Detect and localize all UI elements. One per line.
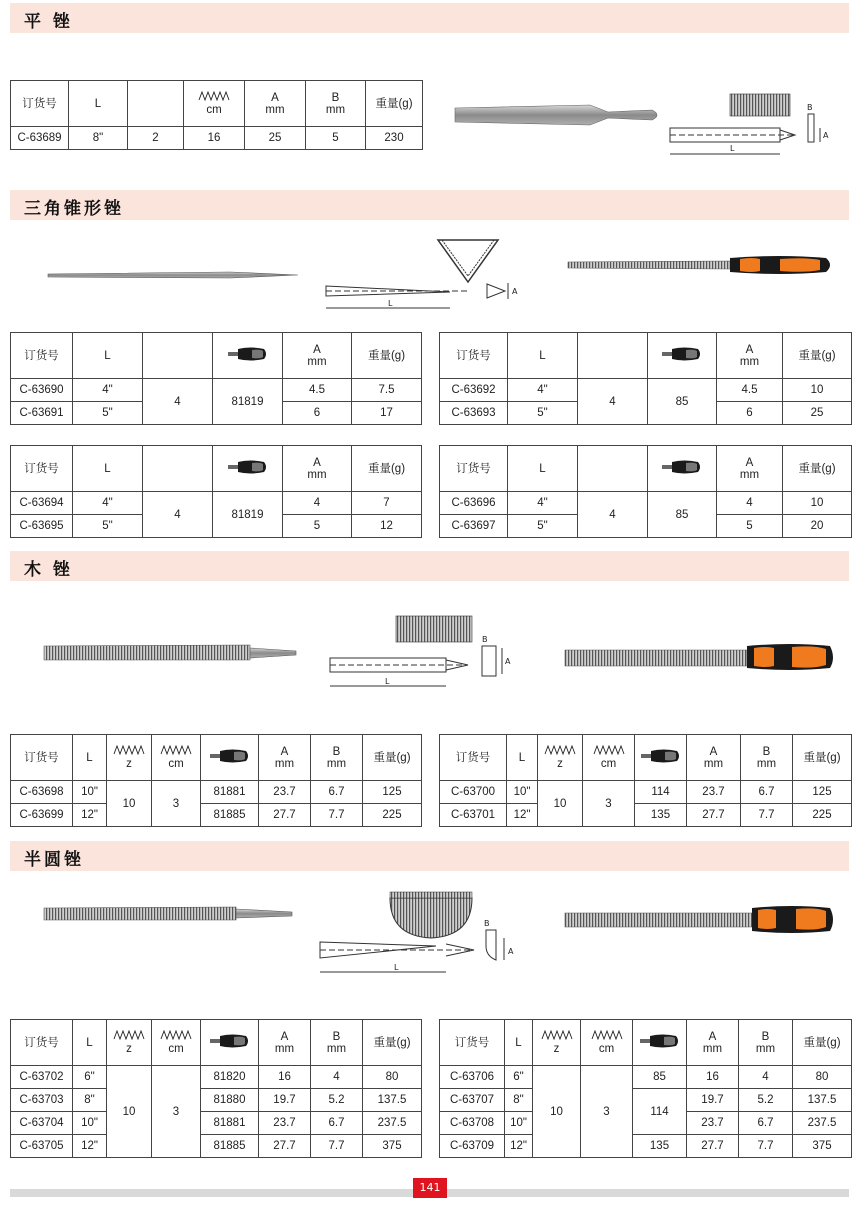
cell-weight: 137.5 [793, 1089, 852, 1112]
header-cut [143, 333, 213, 379]
cell-a: 27.7 [259, 804, 311, 827]
header-teeth-z: z [107, 1020, 152, 1066]
cell-weight: 17 [352, 402, 422, 425]
cell-b: 6.7 [739, 1112, 793, 1135]
header-weight: 重量(g) [366, 81, 423, 127]
header-order-number: 订货号 [11, 333, 73, 379]
header-handle [648, 333, 717, 379]
svg-text:L: L [388, 299, 393, 308]
header-teeth-z: z [107, 735, 152, 781]
table-row [440, 1135, 852, 1158]
svg-text:A: A [823, 131, 829, 140]
header-order-number: 订货号 [440, 1020, 505, 1066]
cell-length: 6" [505, 1066, 533, 1089]
page-number: 141 [413, 1178, 447, 1198]
handle-icon [640, 1033, 680, 1049]
header-b: B mm [739, 1020, 793, 1066]
header-length: L [73, 333, 143, 379]
header-length: L [73, 1020, 107, 1066]
header-weight: 重量(g) [783, 333, 852, 379]
cell-teeth-z: 10 [107, 781, 152, 827]
svg-text:A: A [505, 657, 511, 666]
header-handle [201, 1020, 259, 1066]
header-length: L [508, 446, 578, 492]
cell-order-number: C-63708 [440, 1112, 505, 1135]
cell-length: 4" [73, 379, 143, 402]
cell-handle: 135 [635, 804, 687, 827]
cell-weight: 375 [793, 1135, 852, 1158]
svg-text:L: L [385, 677, 390, 686]
cell-a: 25 [245, 127, 306, 150]
header-order-number: 订货号 [440, 446, 508, 492]
cell-weight: 125 [363, 781, 422, 804]
header-handle [213, 446, 283, 492]
cell-a: 19.7 [687, 1089, 739, 1112]
cell-handle: 81819 [213, 379, 283, 425]
handle-icon [210, 748, 250, 764]
header-handle [635, 735, 687, 781]
cell-length: 12" [73, 1135, 107, 1158]
cell-weight: 137.5 [363, 1089, 422, 1112]
cell-teeth-z: 10 [107, 1066, 152, 1158]
table-row [11, 1066, 422, 1089]
handle-icon [641, 748, 681, 764]
zigzag-teeth-icon [198, 91, 230, 101]
header-length: L [508, 333, 578, 379]
cell-order-number: C-63705 [11, 1135, 73, 1158]
cell-a: 4.5 [717, 379, 783, 402]
cell-teeth-cm: 3 [152, 781, 201, 827]
cell-length: 5" [508, 515, 578, 538]
cell-handle: 81819 [213, 492, 283, 538]
triangular-table-2 [439, 332, 852, 425]
cell-order-number: C-63701 [440, 804, 507, 827]
cell-weight: 237.5 [793, 1112, 852, 1135]
header-teeth-cm: cm [184, 81, 245, 127]
header-weight: 重量(g) [363, 735, 422, 781]
cell-a: 4 [717, 492, 783, 515]
table-row [11, 492, 422, 515]
table-row [11, 1089, 422, 1112]
header-weight: 重量(g) [363, 1020, 422, 1066]
cell-cut: 4 [578, 379, 648, 425]
cell-cut: 4 [578, 492, 648, 538]
table-row [11, 781, 422, 804]
header-teeth-cm: cm [152, 1020, 201, 1066]
header-order-number: 订货号 [11, 1020, 73, 1066]
cell-handle: 114 [633, 1089, 687, 1135]
cell-teeth-z: 10 [538, 781, 583, 827]
cell-weight: 225 [793, 804, 852, 827]
cell-length: 4" [73, 492, 143, 515]
header-order-number: 订货号 [11, 81, 69, 127]
cell-length: 10" [505, 1112, 533, 1135]
header-weight: 重量(g) [783, 446, 852, 492]
cell-handle: 85 [648, 379, 717, 425]
cell-weight: 7.5 [352, 379, 422, 402]
header-length: L [505, 1020, 533, 1066]
cell-order-number: C-63692 [440, 379, 508, 402]
svg-text:A: A [512, 287, 518, 296]
cell-b: 7.7 [741, 804, 793, 827]
header-length: L [507, 735, 538, 781]
header-handle [648, 446, 717, 492]
cell-length: 10" [507, 781, 538, 804]
header-length: L [73, 446, 143, 492]
header-cut [578, 446, 648, 492]
cell-length: 4" [508, 492, 578, 515]
header-a: A mm [283, 446, 352, 492]
header-handle [633, 1020, 687, 1066]
cell-length: 5" [73, 515, 143, 538]
cell-b: 4 [311, 1066, 363, 1089]
header-handle [213, 333, 283, 379]
cell-handle: 85 [648, 492, 717, 538]
header-cut [143, 446, 213, 492]
cell-a: 27.7 [687, 1135, 739, 1158]
triangular-file-illustration [40, 236, 850, 320]
cell-b: 6.7 [741, 781, 793, 804]
table-row [11, 1135, 422, 1158]
cell-length: 12" [507, 804, 538, 827]
triangular-table-3 [10, 445, 422, 538]
header-b: B mm [311, 1020, 363, 1066]
cell-order-number: C-63697 [440, 515, 508, 538]
header-teeth-cm: cm [583, 735, 635, 781]
header-a: A mm [259, 1020, 311, 1066]
header-length: L [73, 735, 107, 781]
table-row [440, 492, 852, 515]
cell-handle: 114 [635, 781, 687, 804]
cell-order-number: C-63709 [440, 1135, 505, 1158]
cell-order-number: C-63698 [11, 781, 73, 804]
header-teeth-z: z [533, 1020, 581, 1066]
cell-order-number: C-63689 [11, 127, 69, 150]
header-cut [128, 81, 184, 127]
cell-weight: 225 [363, 804, 422, 827]
cell-order-number: C-63696 [440, 492, 508, 515]
cell-b: 7.7 [311, 1135, 363, 1158]
header-weight: 重量(g) [793, 1020, 852, 1066]
cell-cut: 4 [143, 492, 213, 538]
cell-weight: 237.5 [363, 1112, 422, 1135]
section-title-triangular-file: 三角锥形锉 [10, 190, 849, 220]
cell-order-number: C-63706 [440, 1066, 505, 1089]
cell-order-number: C-63702 [11, 1066, 73, 1089]
cell-b: 7.7 [739, 1135, 793, 1158]
half-round-file-illustration [40, 886, 850, 982]
cell-order-number: C-63703 [11, 1089, 73, 1112]
table-row [440, 1089, 852, 1112]
svg-text:L: L [394, 963, 399, 972]
cell-length: 8" [73, 1089, 107, 1112]
cell-b: 7.7 [311, 804, 363, 827]
header-weight: 重量(g) [352, 333, 422, 379]
cell-a: 23.7 [259, 1112, 311, 1135]
cell-a: 23.7 [687, 1112, 739, 1135]
cell-order-number: C-63690 [11, 379, 73, 402]
handle-icon [228, 459, 268, 475]
cell-teeth: 16 [184, 127, 245, 150]
zigzag-teeth-icon [544, 745, 576, 755]
cell-teeth-cm: 3 [583, 781, 635, 827]
svg-text:A: A [508, 947, 514, 956]
svg-text:L: L [730, 144, 735, 153]
section-title-wood-rasp: 木 锉 [10, 551, 849, 581]
header-a: A mm [687, 735, 741, 781]
cell-a: 4.5 [283, 379, 352, 402]
cell-order-number: C-63695 [11, 515, 73, 538]
header-weight: 重量(g) [352, 446, 422, 492]
header-order-number: 订货号 [440, 735, 507, 781]
cell-order-number: C-63699 [11, 804, 73, 827]
flat-file-illustration [440, 90, 840, 170]
cell-cut: 4 [143, 379, 213, 425]
zigzag-teeth-icon [591, 1030, 623, 1040]
cell-a: 16 [259, 1066, 311, 1089]
triangular-table-4 [439, 445, 852, 538]
table-row [440, 1066, 852, 1089]
cell-teeth-z: 10 [533, 1066, 581, 1158]
cell-teeth-cm: 3 [581, 1066, 633, 1158]
cell-weight: 80 [363, 1066, 422, 1089]
svg-text:B: B [482, 635, 488, 644]
cell-weight: 20 [783, 515, 852, 538]
cell-handle: 81820 [201, 1066, 259, 1089]
cell-order-number: C-63691 [11, 402, 73, 425]
header-a: A mm [687, 1020, 739, 1066]
header-teeth-cm: cm [581, 1020, 633, 1066]
cell-handle: 85 [633, 1066, 687, 1089]
cell-order-number: C-63707 [440, 1089, 505, 1112]
header-b: B mm [741, 735, 793, 781]
cell-length: 4" [508, 379, 578, 402]
cell-b: 5.2 [311, 1089, 363, 1112]
cell-weight: 12 [352, 515, 422, 538]
table-row [11, 1112, 422, 1135]
table-row [440, 804, 852, 827]
header-b: B mm [306, 81, 366, 127]
svg-text:B: B [484, 919, 490, 928]
header-a: A mm [283, 333, 352, 379]
header-b: B mm [311, 735, 363, 781]
triangular-table-1 [10, 332, 422, 425]
flat-file-table [10, 80, 423, 150]
cell-length: 12" [505, 1135, 533, 1158]
cell-teeth-cm: 3 [152, 1066, 201, 1158]
cell-a: 5 [717, 515, 783, 538]
cell-weight: 7 [352, 492, 422, 515]
cell-length: 10" [73, 1112, 107, 1135]
header-a: A mm [245, 81, 306, 127]
cell-a: 27.7 [259, 1135, 311, 1158]
zigzag-teeth-icon [160, 745, 192, 755]
cell-weight: 125 [793, 781, 852, 804]
header-cut [578, 333, 648, 379]
cell-order-number: C-63704 [11, 1112, 73, 1135]
header-a: A mm [717, 446, 783, 492]
section-title-flat-file: 平 锉 [10, 3, 849, 33]
header-order-number: 订货号 [11, 446, 73, 492]
table-row [11, 127, 423, 150]
cell-length: 10" [73, 781, 107, 804]
cell-weight: 375 [363, 1135, 422, 1158]
half-round-table-1 [10, 1019, 422, 1158]
cell-order-number: C-63693 [440, 402, 508, 425]
cell-a: 6 [283, 402, 352, 425]
cell-handle: 81881 [201, 781, 259, 804]
header-handle [201, 735, 259, 781]
header-teeth-cm: cm [152, 735, 201, 781]
section-title-half-round-file: 半圆锉 [10, 841, 849, 871]
cell-b: 5.2 [739, 1089, 793, 1112]
header-weight: 重量(g) [793, 735, 852, 781]
wood-rasp-table-1 [10, 734, 422, 827]
cell-weight: 10 [783, 379, 852, 402]
cell-weight: 25 [783, 402, 852, 425]
svg-text:B: B [807, 103, 813, 112]
header-order-number: 订货号 [440, 333, 508, 379]
zigzag-teeth-icon [160, 1030, 192, 1040]
cell-a: 19.7 [259, 1089, 311, 1112]
header-order-number: 订货号 [11, 735, 73, 781]
cell-handle: 81881 [201, 1112, 259, 1135]
cell-a: 23.7 [687, 781, 741, 804]
cell-handle: 81880 [201, 1089, 259, 1112]
cell-a: 5 [283, 515, 352, 538]
zigzag-teeth-icon [593, 745, 625, 755]
half-round-table-2 [439, 1019, 852, 1158]
cell-length: 8" [69, 127, 128, 150]
cell-length: 5" [508, 402, 578, 425]
zigzag-teeth-icon [113, 1030, 145, 1040]
table-row [11, 804, 422, 827]
cell-b: 6.7 [311, 1112, 363, 1135]
header-teeth-z: z [538, 735, 583, 781]
table-row [11, 379, 422, 402]
handle-icon [210, 1033, 250, 1049]
cell-a: 4 [283, 492, 352, 515]
cell-weight: 80 [793, 1066, 852, 1089]
header-a: A mm [717, 333, 783, 379]
handle-icon [228, 346, 268, 362]
cell-a: 23.7 [259, 781, 311, 804]
cell-b: 6.7 [311, 781, 363, 804]
cell-length: 12" [73, 804, 107, 827]
cell-b: 5 [306, 127, 366, 150]
cell-weight: 230 [366, 127, 423, 150]
wood-rasp-table-2 [439, 734, 852, 827]
cell-a: 16 [687, 1066, 739, 1089]
table-row [440, 379, 852, 402]
cell-handle: 81885 [201, 1135, 259, 1158]
cell-handle: 81885 [201, 804, 259, 827]
cell-length: 8" [505, 1089, 533, 1112]
handle-icon [662, 459, 702, 475]
zigzag-teeth-icon [113, 745, 145, 755]
cell-length: 5" [73, 402, 143, 425]
cell-handle: 135 [633, 1135, 687, 1158]
cell-cut: 2 [128, 127, 184, 150]
cell-length: 6" [73, 1066, 107, 1089]
handle-icon [662, 346, 702, 362]
header-a: A mm [259, 735, 311, 781]
cell-order-number: C-63694 [11, 492, 73, 515]
cell-b: 4 [739, 1066, 793, 1089]
cell-a: 6 [717, 402, 783, 425]
table-row [440, 781, 852, 804]
zigzag-teeth-icon [541, 1030, 573, 1040]
cell-a: 27.7 [687, 804, 741, 827]
wood-rasp-illustration [40, 612, 850, 696]
header-length: L [69, 81, 128, 127]
cell-order-number: C-63700 [440, 781, 507, 804]
cell-weight: 10 [783, 492, 852, 515]
